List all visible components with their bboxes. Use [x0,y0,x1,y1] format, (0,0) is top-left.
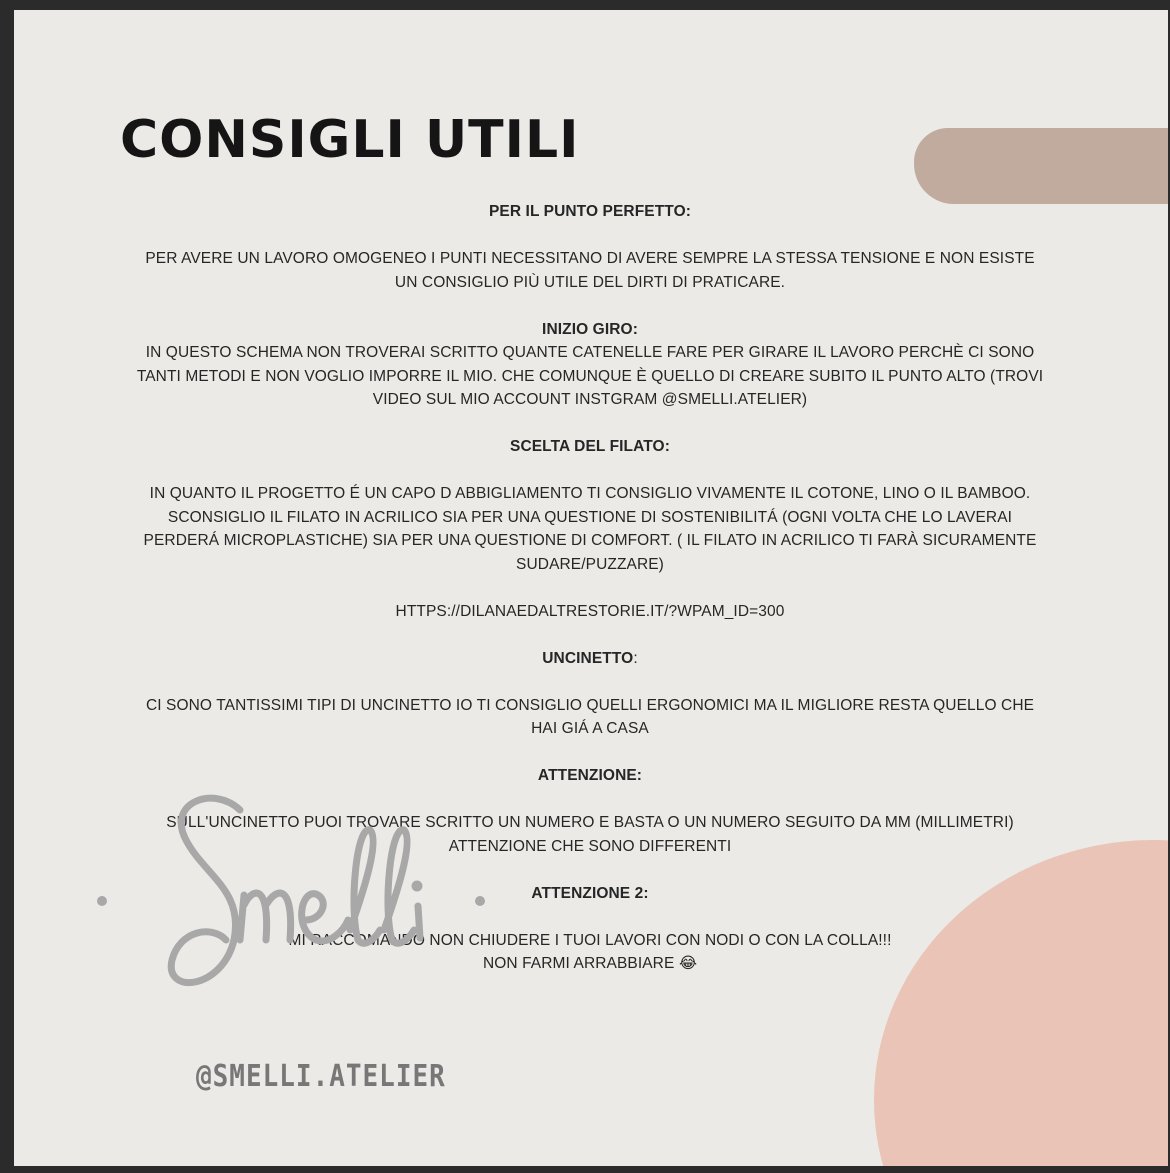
attenzione2-text-1: MI RACCOMANDO NON CHIUDERE I TUOI LAVORI CON NODI O CON LA COLLA!!! [288,931,892,949]
giro-text-1: IN QUESTO SCHEMA NON TROVERAI SCRITTO QUANTE CATENELLE FARE PER GIRARE IL LAVORO PERCHÈ CI SONO [145,344,1035,361]
signature-dot-left [97,896,107,906]
filato-text-3: PERDERÁ MICROPLASTICHE) SIA PER UNA QUESTIONE DI COMFORT. ( IL FILATO IN ACRILICO TI FARÀ SICURAMENTE [143,532,1037,549]
heading-attenzione: ATTENZIONE: [537,767,643,784]
signature-logo [94,780,514,1030]
punto-text-2: UN CONSIGLIO PIÙ UTILE DEL DIRTI DI PRATICARE. [394,273,786,291]
heading-filato: SCELTA DEL FILATO: [510,438,670,455]
uncinetto-text-1: CI SONO TANTISSIMI TIPI DI UNCINETTO IO TI CONSIGLIO QUELLI ERGONOMICI MA IL MIGLIORE RESTA QUELLO CHE [145,696,1035,714]
filato-text-2: SCONSIGLIO IL FILATO IN ACRILICO SIA PER UNA QUESTIONE DI SOSTENIBILITÁ (OGNI VOLTA CHE LO LAVERAI [167,508,1013,526]
signature-script [171,798,420,982]
punto-text-1: PER AVERE UN LAVORO OMOGENEO I PUNTI NECESSITANO DI AVERE SEMPRE LA STESSA TENSIONE E NON ESISTE [145,250,1035,267]
giro-text-3: VIDEO SUL MIO ACCOUNT INSTGRAM @SMELLI.ATELIER) [372,391,808,408]
instagram-handle: @SMELLI.ATELIER [196,1059,446,1095]
decorative-brush-stroke [914,128,1168,204]
giro-text-2: TANTI METODI E NON VOGLIO IMPORRE IL MIO. CHE COMUNQUE È QUELLO DI CREARE SUBITO IL PUNTO ALTO (TROVI [136,367,1044,385]
attenzione2-text-2: NON FARMI ARRABBIARE 😂 [482,955,698,972]
attenzione-text-1: SULL'UNCINETTO PUOI TROVARE SCRITTO UN NUMERO E BASTA O UN NUMERO SEGUITO DA MM (MILLIMETRI) [166,814,1014,831]
heading-uncinetto: UNCINETTO [542,649,634,667]
heading-attenzione-2: ATTENZIONE 2: [531,884,649,902]
heading-inizio-giro: INIZIO GIRO: [542,320,638,338]
page [14,10,1168,1166]
filato-text-4: SUDARE/PUZZARE) [516,555,664,573]
filato-text-1: IN QUANTO IL PROGETTO É UN CAPO D ABBIGLIAMENTO TI CONSIGLIO VIVAMENTE IL COTONE, LINO O IL BAMBOO. [149,485,1031,502]
filato-link[interactable]: HTTPS://DILANAEDALTRESTORIE.IT/?WPAM_ID=300 [395,602,785,620]
heading-punto: PER IL PUNTO PERFETTO: [488,203,691,220]
heading-uncinetto-colon: : [633,649,638,667]
uncinetto-text-2: HAI GIÁ A CASA [531,720,649,737]
heading-uncinetto-line [110,647,1070,671]
signature-dot-right [475,896,485,906]
attenzione-text-2: ATTENZIONE CHE SONO DIFFERENTI [448,837,732,855]
page-title: CONSIGLI UTILI [120,110,580,170]
